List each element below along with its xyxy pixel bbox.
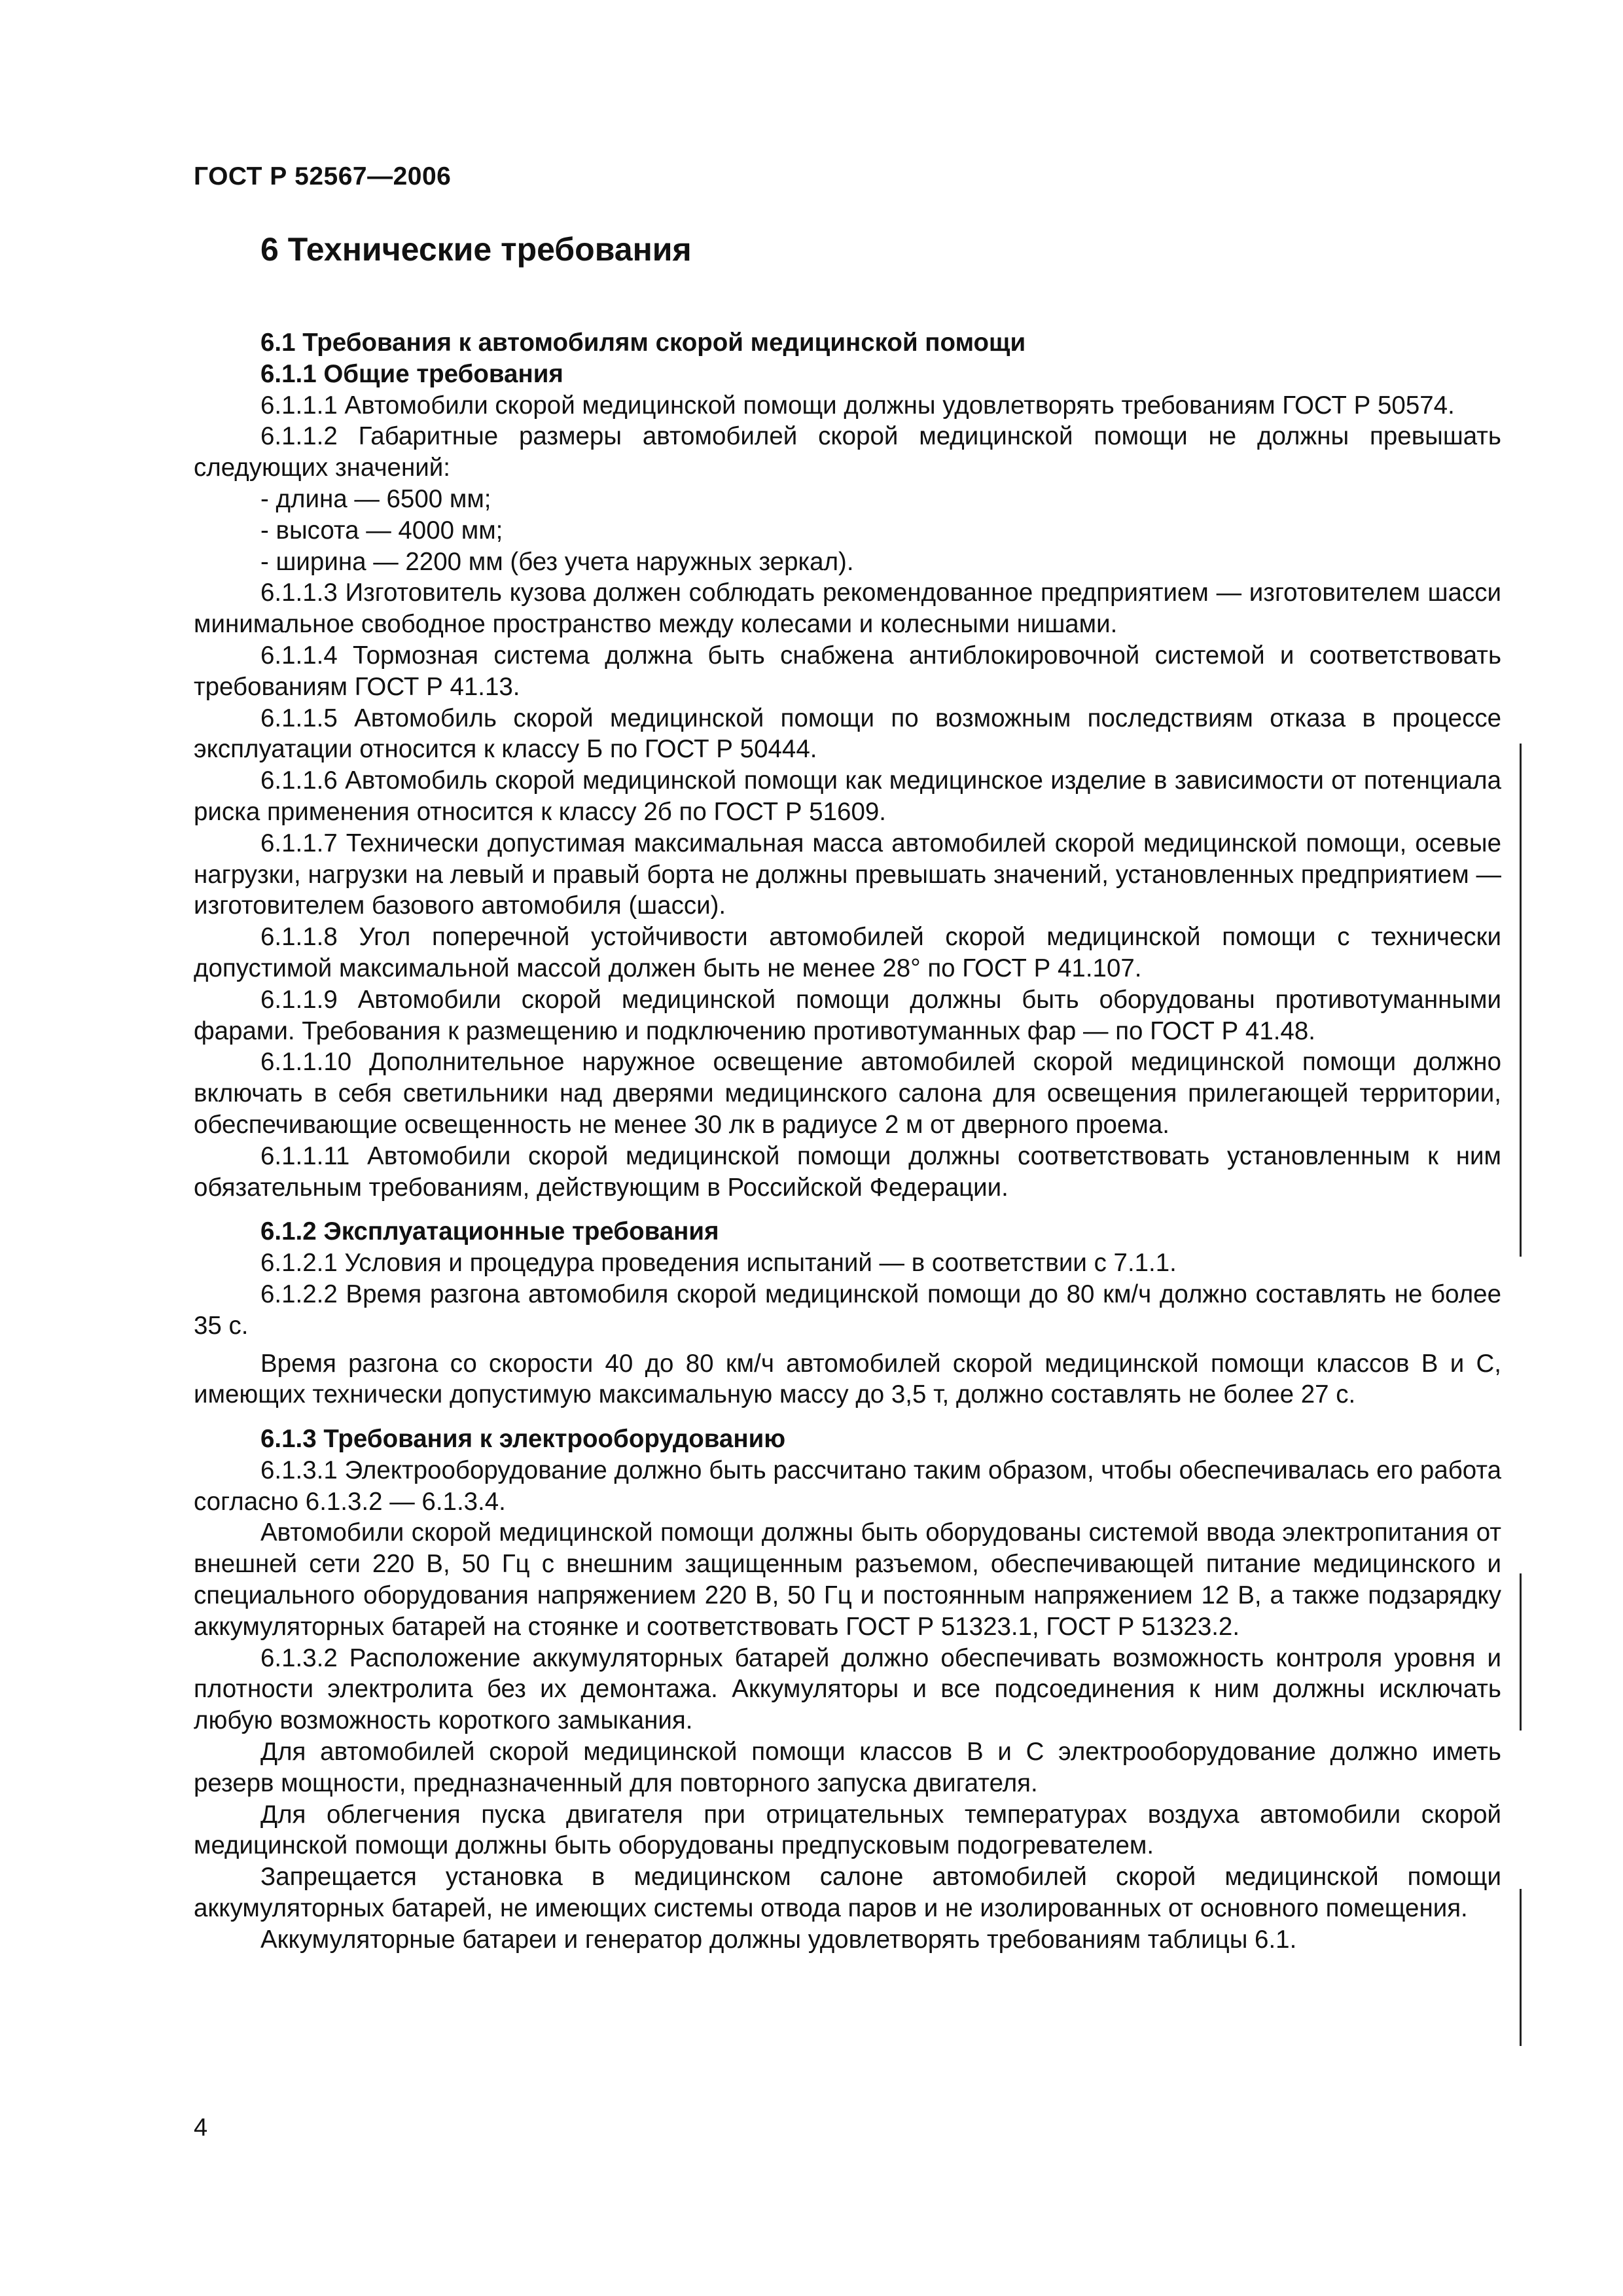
paragraph-6-1-1-4: 6.1.1.4 Тормозная система должна быть снабжена антиблокировочной системой и соответствовать требованиям ГОСТ Р 41.13. (194, 641, 1501, 701)
paragraph-6-1-1-10: 6.1.1.10 Дополнительное наружное освещение автомобилей скорой медицинской помощи должно включать в себя светильники над дверями медицинского салона для освещения прилегающей территории, обеспечивающие освещенность не менее 30 лк в радиусе 2 м от дверного проема. (194, 1048, 1501, 1139)
paragraph-6-1-1-8: 6.1.1.8 Угол поперечной устойчивости автомобилей скорой медицинской помощи с технически допустимой максимальной массой должен быть не менее 28° по ГОСТ Р 41.107. (194, 923, 1501, 982)
paragraph-6-1-2-2: 6.1.2.2 Время разгона автомобиля скорой медицинской помощи до 80 км/ч должно составлять не более 35 с. (194, 1280, 1501, 1340)
paragraph-6-1-2-1: 6.1.2.1 Условия и процедура проведения испытаний — в соответствии с 7.1.1. (260, 1249, 1177, 1278)
page-number: 4 (194, 2114, 208, 2142)
paragraph-6-1-3-1: 6.1.3.1 Электрооборудование должно быть рассчитано таким образом, чтобы обеспечивалась его работа согласно 6.1.3.2 — 6.1.3.4. (194, 1456, 1501, 1516)
paragraph-6-1-1-11: 6.1.1.11 Автомобили скорой медицинской помощи должны соответствовать установленным к ним обязательным требованиям, действующим в Российской Федерации. (194, 1141, 1501, 1202)
change-marker-bar (1520, 744, 1522, 1257)
section-title: 6 Технические требования (260, 231, 692, 268)
paragraph-external-power: Автомобили скорой медицинской помощи должны быть оборудованы системой ввода электропитания от внешней сети 220 В, 50 Гц с внешним защищенным разъемом, обеспечивающей питание медицинского и специального оборудования напряжением 220 В, 50 Гц и постоянным напряжением 12 В, а также подзарядку аккумуляторных батарей на стоянке и соответствовать ГОСТ Р 51323.1, ГОСТ Р 51323.2. (194, 1518, 1501, 1641)
paragraph-battery-installation: Запрещается установка в медицинском салоне автомобилей скорой медицинской помощи аккумуляторных батарей, не имеющих системы отвода паров и не изолированных от основного помещения. (194, 1863, 1501, 1923)
list-item-height: - высота — 4000 мм; (260, 516, 503, 545)
change-marker-bar (1520, 1573, 1522, 1731)
subsection-heading-6-1-1: 6.1.1 Общие требования (260, 359, 563, 388)
paragraph-6-1-1-5: 6.1.1.5 Автомобиль скорой медицинской помощи по возможным последствиям отказа в процессе эксплуатации относится к классу Б по ГОСТ Р 50444. (194, 704, 1501, 764)
paragraph-6-1-1-9: 6.1.1.9 Автомобили скорой медицинской помощи должны быть оборудованы противотуманными фарами. Требования к размещению и подключению противотуманных фар — по ГОСТ Р 41.48. (194, 985, 1501, 1045)
paragraph-6-1-3-2: 6.1.3.2 Расположение аккумуляторных батарей должно обеспечивать возможность контроля уровня и плотности электролита без их демонтажа. Аккумуляторы и все подсоединения к ним должны исключать любую возможность короткого замыкания. (194, 1643, 1501, 1735)
list-item-width: - ширина — 2200 мм (без учета наружных зеркал). (260, 547, 854, 576)
subsection-heading-6-1: 6.1 Требования к автомобилям скорой медицинской помощи (260, 329, 1026, 357)
paragraph-6-1-1-2: 6.1.1.2 Габаритные размеры автомобилей скорой медицинской помощи не должны превышать следующих значений: (194, 422, 1501, 482)
paragraph-table-reference: Аккумуляторные батареи и генератор должны удовлетворять требованиям таблицы 6.1. (260, 1925, 1297, 1954)
document-code: ГОСТ Р 52567—2006 (194, 162, 452, 190)
paragraph-6-1-1-1: 6.1.1.1 Автомобили скорой медицинской помощи должны удовлетворять требованиям ГОСТ Р 50574. (260, 391, 1455, 420)
subsection-heading-6-1-2: 6.1.2 Эксплуатационные требования (260, 1217, 719, 1246)
paragraph-acceleration-classes: Время разгона со скорости 40 до 80 км/ч автомобилей скорой медицинской помощи классов В и С, имеющих технически допустимую максимальную массу до 3,5 т, должно составлять не более 27 с. (194, 1349, 1501, 1409)
document-body (194, 327, 1501, 1956)
paragraph-6-1-1-3: 6.1.1.3 Изготовитель кузова должен соблюдать рекомендованное предприятием — изготовителем шасси минимальное свободное пространство между колесами и колесными нишами. (194, 579, 1501, 639)
paragraph-power-reserve: Для автомобилей скорой медицинской помощи классов В и С электрооборудование должно иметь резерв мощности, предназначенный для повторного запуска двигателя. (194, 1738, 1501, 1797)
list-item-length: - длина — 6500 мм; (260, 484, 491, 513)
paragraph-6-1-1-7: 6.1.1.7 Технически допустимая максимальная масса автомобилей скорой медицинской помощи, осевые нагрузки, нагрузки на левый и правый борта не должны превышать значений, установленных предприятием — изготовителем базового автомобиля (шасси). (194, 829, 1501, 920)
change-marker-bar (1520, 1889, 1522, 2046)
paragraph-6-1-1-6: 6.1.1.6 Автомобиль скорой медицинской помощи как медицинское изделие в зависимости от потенциала риска применения относится к классу 2б по ГОСТ Р 51609. (194, 766, 1501, 826)
subsection-heading-6-1-3: 6.1.3 Требования к электрооборудованию (260, 1425, 786, 1454)
paragraph-preheater: Для облегчения пуска двигателя при отрицательных температурах воздуха автомобили скорой медицинской помощи должны быть оборудованы предпусковым подогревателем. (194, 1800, 1501, 1860)
